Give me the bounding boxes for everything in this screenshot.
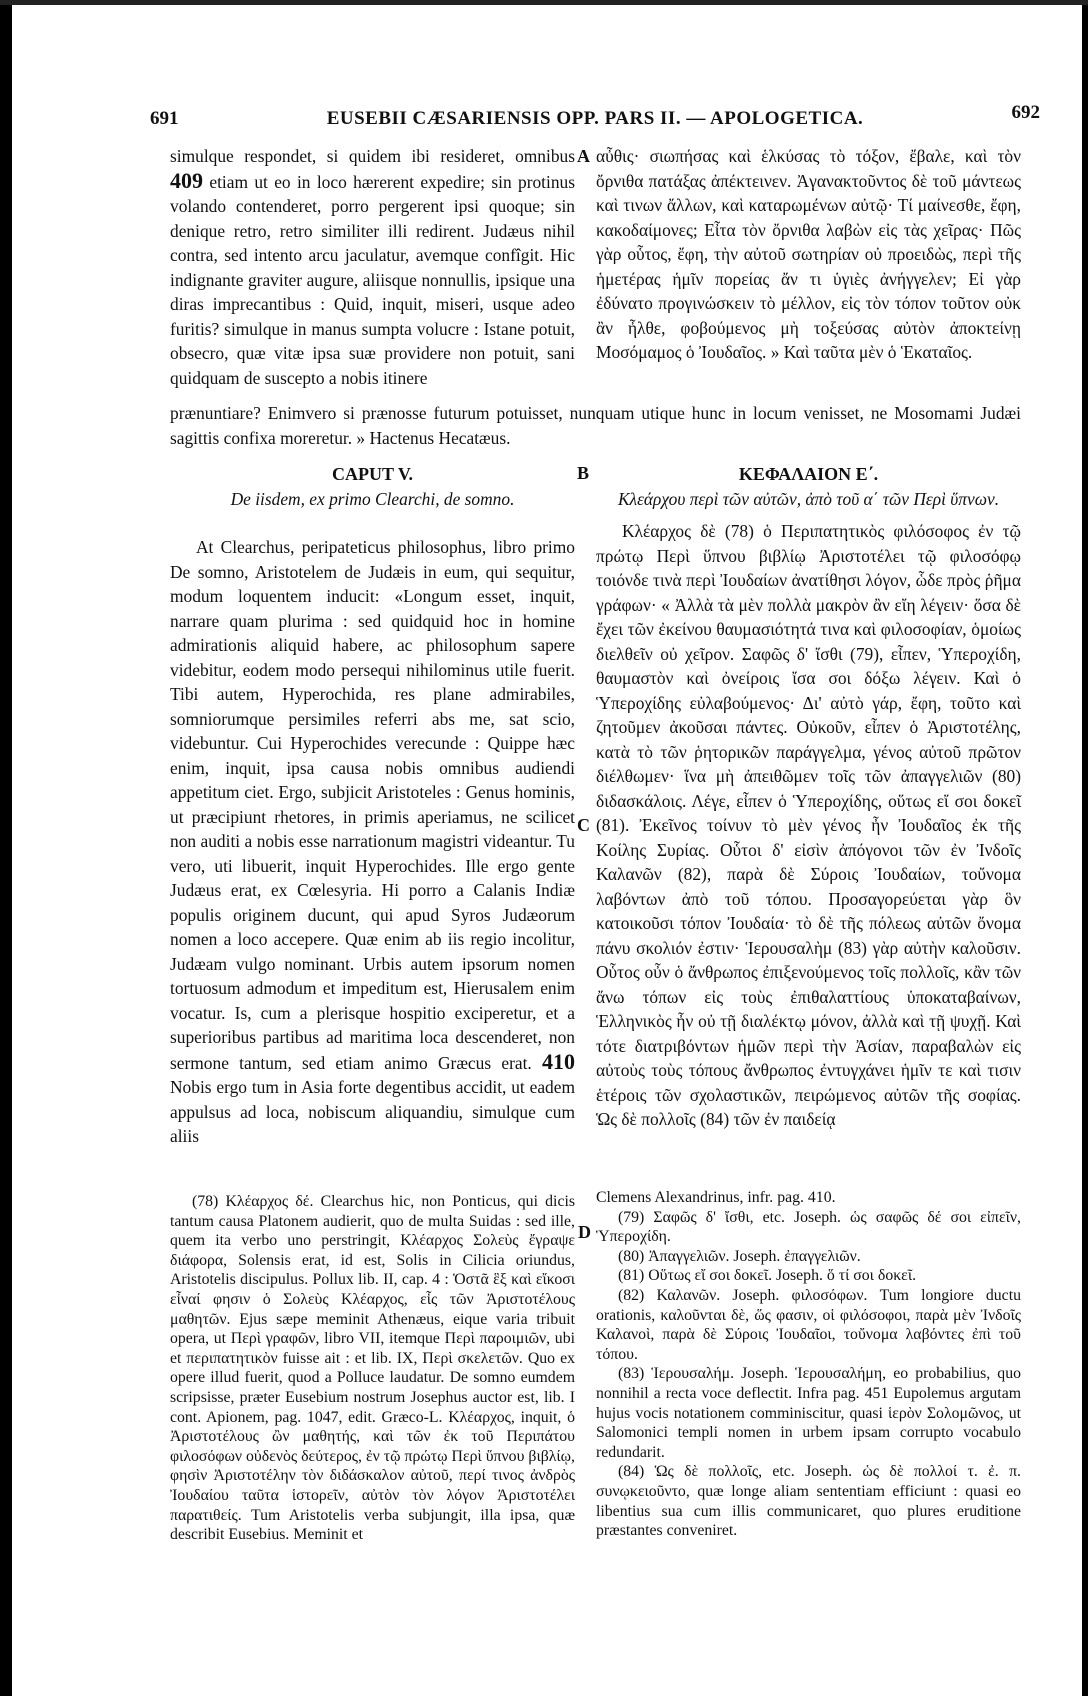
margin-letter-a: A — [577, 146, 590, 166]
footnote-80: (80) Ἀπαγγελιῶν. Joseph. ἐπαγγελιῶν. — [618, 1247, 861, 1265]
margin-letter-d: D — [578, 1222, 591, 1242]
footnotes-left — [170, 1192, 575, 1545]
section-number-409: 409 — [170, 167, 203, 193]
latin-chapter-text-before: At Clearchus, peripateticus philosophus, libro primo De somno, Aristotelem de Judæis in eum, qui sequitur, modum loquentem inducit: «Longum esset, inquit, narrare quam plurima : sed quidquid hoc in homine admirationis aliquid habere, ac philosophum sapere videbitur, eodem modo persequi nihilominus utile fuerit. Tibi autem, Hyperochida, res plane admirabiles, somniorumque persimiles referri abs me, sat scio, videbuntur. Cui Hyperochides verecunde : Quippe hæc enim, inquit, ipsa causa nobis omnibus audiendi appetitum ciet. Ergo, subjicit Aristoteles : Genus hominis, ut præcipiunt rhetores, in primis aperiamus, ne scilicet non auditi a nobis esse narrationum magistri videantur. Tu vero, uti libuerit, inquit Hyperochides. Ille ergo gente Judæus erat, ex Cœlesyria. Hi porro a Calanis Indiæ populis originem ducunt, qui apud Syros Judæorum nomen a loco accepere. Quæ enim ab iis regio incolitur, Judæam vulgo nominant. Urbis autem ipsorum nomen tortuosum admodum et impeditum est, Hierusalem enim vocatur. Is, cum a plerisque hospitio exciperetur, et a superioribus partibus ad maritima loca descenderet, non sermone tantum, sed etiam animo Græcus erat. — [170, 537, 575, 1073]
latin-chapter-paragraph — [170, 535, 575, 1149]
latin-chapter — [170, 462, 575, 1149]
latin-chapter-subtitle: De iisdem, ex primo Clearchi, de somno. — [230, 488, 515, 509]
greek-chapter-paragraph: Κλέαρχος δὲ (78) ὁ Περιπατητικὸς φιλόσοφος ἐν τῷ πρώτῳ Περὶ ὕπνου βιβλίῳ Ἀριστοτέλει τῷ φιλοσόφῳ τοιόνδε τινὰ περὶ Ἰουδαίων ἀνατίθησι λόγον, ὧδε πρὸς ῥῆμα γράφων· « Ἀλλὰ τὰ μὲν πολλὰ μακρὸν ἂν εἴη λέγειν· ὅσα δὲ ἔχει τῶν ἐκείνου θαυμασιότητά τινα καὶ φιλοσοφίαν, ὁμοίως διελθεῖν οὐ χεῖρον. Σαφῶς δ' ἴσθι (79), εἶπεν, Ὑπεροχίδη, θαυμαστὸν καὶ ὀνείροις ἴσα σοι δόξω λέγειν. Καὶ ὁ Ὑπεροχίδης εὐλαβούμενος· Δι' αὐτὸ γάρ, ἔφη, τοῦτο καὶ ζητοῦμεν ἀκοῦσαι πάντες. Οὐκοῦν, εἶπεν ὁ Ἀριστοτέλης, κατὰ τὸ τῶν ῥητορικῶν παράγγελμα, γένος αὐτοῦ πρῶτον διέλθωμεν· ἵνα μὴ ἀπειθῶμεν τοῖς τῶν ἀπαγγελιῶν (80) διδασκάλοις. Λέγε, εἶπεν ὁ Ὑπεροχίδης, οὕτως εἴ σοι δοκεῖ (81). Ἐκεῖνος τοίνυν τὸ μὲν γένος ἦν Ἰουδαῖος ἐκ τῆς Κοίλης Συρίας. Οὗτοι δ' εἰσὶν ἀπόγονοι τῶν ἐν Ἰνδοῖς Καλανῶν (82), παρὰ δὲ Σύροις Ἰουδαίων, τοὔνομα λαβόντων ἀπὸ τοῦ τόπου. Προσαγορεύεται γὰρ ὃν κατοικοῦσι τόπον Ἰουδαία· τὸ δὲ τῆς πόλεως αὐτῶν ὄνομα πάνυ σκολιόν ἐστιν· Ἱερουσαλὴμ (83) γὰρ αὐτὴν καλοῦσιν. Οὗτος οὖν ὁ ἄνθρωπος ἐπιξενούμενος τοῖς πολλοῖς, κἂν τῶν ἄνω τόπων εἰς τοὺς ἐπιθαλαττίους ὑποκαταβαίνων, Ἑλληνικὸς ἦν οὐ τῇ διαλέκτῳ μόνον, ἀλλὰ καὶ τῇ ψυχῇ. Καὶ τότε διατριβόντων ἡμῶν περὶ τὴν Ἀσίαν, παραβαλὼν εἰς αὐτοὺς τοὺς τόπους ἄνθρωπος ἐντυγχάνει ἡμῖν τε καὶ τισιν ἑτέροις τῶν σχολαστικῶν, πειρώμενος αὐτῶν τῆς σοφίας. Ὡς δὲ πολλοῖς (84) τῶν ἐν παιδείᾳ — [596, 521, 1021, 1129]
scan-border-top — [0, 0, 1088, 5]
latin-text-after: etiam ut eo in loco hærerent expedire; sin protinus volando contenderet, porro pergerent ipsi quoque; sin denique retro, retro similiter illi redirent. Judæus nihil contra, sed intento arcu jaculatur, avemque confîgit. Hic indignante graviter augure, aliisque nonnullis, ipsique una diras imprecantibus : Quid, inquit, miseri, usque adeo furitis? simulque in manus sumpta volucre : Istane potuit, obsecro, quæ vitæ ipsa suæ providere non potuit, sani quidquam de suscepto a nobis itinere — [170, 171, 576, 388]
page-number-left: 691 — [150, 108, 179, 129]
latin-column-top — [170, 144, 575, 390]
greek-chapter-subtitle: Κλεάρχου περὶ τῶν αὐτῶν, ἀπὸ τοῦ α΄ τῶν Περὶ ὕπνων. — [617, 488, 1000, 509]
margin-letter-c: C — [577, 815, 590, 835]
latin-chapter-heading: CAPUT V. — [331, 464, 414, 484]
running-header — [150, 102, 1040, 138]
section-number-410: 410 — [542, 1048, 575, 1074]
hecataeus-end: prænuntiare? Enimvero si prænosse futurum potuisset, nunquam utique hunc in locum venisset, ne Mosomami Judæi sagittis confixa moreretur. » Hactenus Hecatæus. — [170, 403, 1021, 448]
full-width-line — [170, 401, 1021, 450]
footnote-82: (82) Καλανῶν. Joseph. φιλοσόφων. Tum longiore ductu orationis, καλοῦνται δὲ, ὥς φασιν, οἱ φιλόσοφοι, παρὰ μὲν Ἰνδοῖς Καλανοὶ, παρὰ δὲ Σύροις Ἰουδαῖοι, τοὔνομα λαβόντες ἐπὶ τοῦ τόπου. — [596, 1286, 1021, 1363]
greek-chapter — [596, 462, 1021, 1132]
footnote-cont: Clemens Alexandrinus, infr. pag. 410. — [596, 1189, 836, 1206]
latin-chapter-text-after: Nobis ergo tum in Asia forte degentibus accidit, ut eadem appulsus ad loca, nobiscum aliquandiu, simulque cum aliis — [170, 1077, 575, 1146]
footnote-78: (78) Κλέαρχος δέ. Clearchus hic, non Ponticus, qui dicis tantum causa Platonem audierit, quo de multa Suidas : sed ille, quem ita verbo uno perstringit, Κλέαρχος Σολεὺς ἔγραψε διάφορα, Solensis erat, id est, Solis in Cilicia oriundus, Aristotelis discipulus. Pollux lib. II, cap. 4 : Ὁστᾶ ἓξ καὶ εἴκοσι εἶναί φησιν ὁ Σολεὺς Κλέαρχος, εἷς τῶν Ἀριστοτέλους μαθητῶν. Ejus sæpe meminit Athenæus, eique varia tribuit opera, ut Περὶ γραφῶν, libro VII, itemque Περὶ παροιμιῶν, ubi et περιπατητικὸν fuisse ait : et lib. IX, Περὶ σκελετῶν. Quo ex opere illud fuerit, quod a Polluce laudatur. De somno eumdem scripsisse, præter Eusebium nostrum Josephus auctor est, lib. I cont. Apionem, pag. 1047, edit. Græco-L. Κλέαρχος, inquit, ὁ Ἀριστοτέλους ὢν μαθητής, καὶ τῶν ἐκ τοῦ Περιπάτου φιλοσόφων οὐδενὸς δεύτερος, ἐν τῷ πρώτῳ Περὶ ὕπνου βιβλίῳ, φησὶν Ἀριστοτέλην τὸν διδάσκαλον αὐτοῦ, περί τινος ἀνδρὸς Ἰουδαίου ταῦτα ἱστορεῖν, αὐτὸν τὸν λόγον Ἀριστοτέλει παρατιθείς. Tum Aristotelis verba subjungit, illa ipsa, quæ describit Eusebius. Meminit et — [170, 1193, 575, 1544]
footnote-84: (84) Ὡς δὲ πολλοῖς, etc. Joseph. ὡς δὲ πολλοί τ. ἐ. π. συνῳκειοῦντο, quæ longe aliam sententiam efficiunt : quasi eo libentius sua cum illis communicaret, quo plures eruditione præstantes conveniret. — [596, 1463, 1021, 1540]
page-number-right: 692 — [1011, 102, 1040, 123]
footnote-79: (79) Σαφῶς δ' ἴσθι, etc. Joseph. ὡς σαφῶς δέ σοι εἰπεῖν, Ὑπεροχίδη. — [596, 1208, 1021, 1246]
footnote-81: (81) Οὕτως εἴ σοι δοκεῖ. Joseph. ὅ τί σοι δοκεῖ. — [618, 1267, 917, 1285]
latin-text-before: simulque respondet, si quidem ibi resideret, omnibus — [170, 146, 575, 166]
greek-column-top — [596, 144, 1021, 365]
footnotes-right — [596, 1188, 1021, 1541]
running-title: EUSEBII CÆSARIENSIS OPP. PARS II. — APOLOGETICA. — [326, 108, 864, 129]
latin-paragraph — [170, 144, 575, 390]
greek-paragraph: αὖθις· σιωπήσας καὶ ἑλκύσας τὸ τόξον, ἔβαλε, καὶ τὸν ὄρνιθα πατάξας ἀπέκτεινεν. Ἀγανακτοῦντος δὲ τοῦ μάντεως καὶ τινων ἄλλων, καὶ καταρωμένων αὐτῷ· Τί μαίνεσθε, ἔφη, κακοδαίμονες; Εἶτα τὸν ὄρνιθα λαβὼν εἰς τὰς χεῖρας· Πῶς γὰρ οὗτος, ἔφη, τὴν αὐτοῦ σωτηρίαν οὐ προειδὼς, περὶ τῆς ἡμετέρας ἡμῖν πορείας ἄν τι ὑγιὲς ἀνήγγελεν; Εἰ γὰρ ἐδύνατο προγινώσκειν τὸ μέλλον, εἰς τὸν τόπον τοῦτον οὐκ ἂν ἦλθε, φοβούμενος μὴ τοξεύσας αὐτὸν ἀποκτείνῃ Μοσόμαμος ὁ Ἰουδαῖος. » Καὶ ταῦτα μὲν ὁ Ἑκαταῖος. — [596, 146, 1021, 362]
scan-border-left — [0, 0, 12, 1696]
scan-border-right — [1082, 0, 1088, 1696]
margin-letter-b: B — [577, 463, 590, 483]
greek-chapter-heading: ΚΕΦΑΛΑΙΟΝ Ε΄. — [738, 464, 879, 484]
footnote-83: (83) Ἱερουσαλήμ. Joseph. Ἱερουσαλήμη, eo probabilius, quo nonnihil a recta voce deflectit. Infra pag. 451 Eupolemus argutam hujus vocis notationem comminiscitur, quasi ἱερὸν Σολομῶνος, ut Salomonici templi nomen in urbem ipsam corrupto vocabulo redundarit. — [596, 1365, 1021, 1461]
